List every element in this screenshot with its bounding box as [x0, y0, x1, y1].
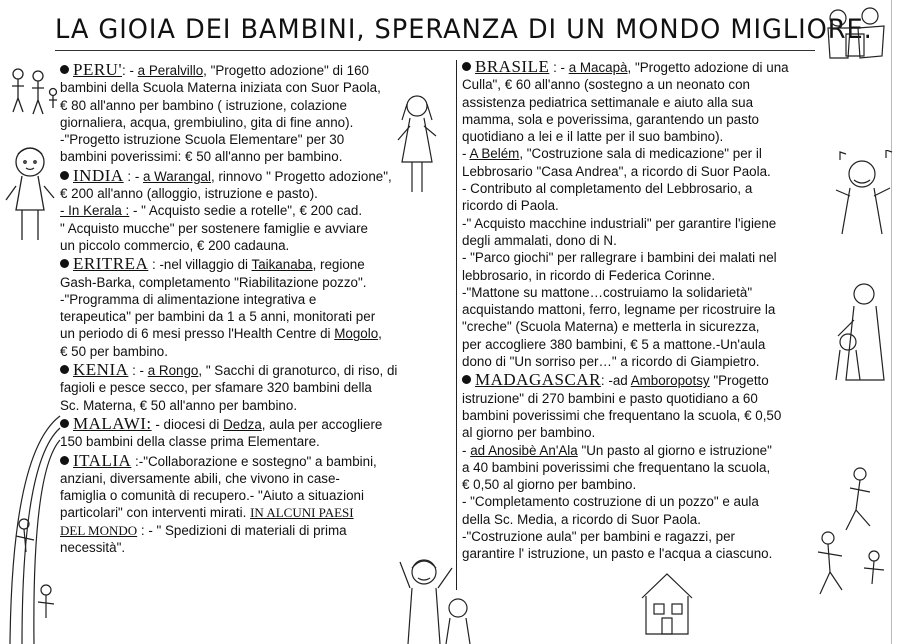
rainbow-children-doodle-icon — [2, 412, 62, 644]
bullet-icon — [60, 259, 69, 268]
section-madagascar: MADAGASCAR: -ad Amboropotsy "Progetto istruzione" di 270 bambini e pasto quotidiano a 60 bambini poverissimi che frequentano la scuola, € 0,50 al giorno per bambino. - ad Anosibè An'Ala "Un pasto al giorno e istruzione" a 40 bambini poverissimi che frequentano la scuola, € 0,50 al giorno per bambino. - "Completamento costruzione di un pozzo" e aula della Sc. Media, a ricordo di Suor Paola. -"Costruzione aula" per bambini e ragazzi, per garantire l' istruzione, un pasto e l'acqua a ciascuno. — [462, 370, 782, 562]
place-mogolo: Mogolo — [334, 326, 379, 342]
place-taikanaba: Taikanaba — [251, 257, 313, 273]
girl-doodle-icon — [392, 92, 442, 202]
place-dedza: Dedza — [223, 416, 262, 432]
section-malawi: MALAWI: - diocesi di Dedza, aula per accogliere 150 bambini della classe prima Elementare. — [60, 413, 383, 450]
bullet-icon — [462, 62, 471, 71]
singing-child-doodle-icon — [832, 150, 894, 240]
place-kerala: - In Kerala : — [60, 203, 130, 219]
right-column — [462, 59, 834, 565]
page-title: LA GIOIA DEI BAMBINI, SPERANZA DI UN MONDO MIGLIORE. — [55, 14, 873, 45]
country-malawi: MALAWI: — [73, 413, 152, 433]
bullet-icon — [60, 365, 69, 374]
country-peru: PERU' — [73, 60, 123, 79]
section-india: INDIA : - a Warangal, rinnovo " Progetto adozione", € 200 all'anno (alloggio, istruzione e pasto). - In Kerala : - " Acquisto sedie a rotelle", € 200 cad. " Acquisto mucche" per sostenere famiglie e avviare un piccolo commercio, € 200 cadauna. — [60, 165, 392, 253]
country-madagascar: MADAGASCAR — [475, 370, 601, 390]
title-underline — [55, 50, 815, 51]
heading-del-mondo: DEL MONDO — [60, 522, 138, 538]
family-doodle-icon — [4, 66, 62, 126]
section-kenia: KENIA : - a Rongo, " Sacchi di granoturco, di riso, di fagioli e pesce secco, per sfamare 320 bambini della Sc. Materna, € 50 all'anno per bambino. — [60, 360, 398, 413]
children-reading-doodle-icon — [820, 4, 890, 66]
bullet-icon — [60, 171, 69, 180]
bullet-icon — [462, 375, 471, 384]
country-italia: ITALIA — [73, 450, 132, 470]
section-eritrea: ERITREA : -nel villaggio di Taikanaba, regione Gash-Barka, completamento "Riabilitazione pozzo". -"Programma di alimentazione integrativa e terapeutica" per bambini da 1 a 5 anni, monitorati per un periodo di 6 mesi presso l'Health Centre di Mogolo, € 50 per bambino. — [60, 254, 382, 359]
place-anosibe: ad Anosibè An'Ala — [470, 442, 578, 458]
happy-children-doodle-icon — [396, 548, 476, 644]
country-eritrea: ERITREA — [73, 254, 149, 274]
section-brasile: BRASILE : - a Macapà, "Progetto adozione di una Culla", € 60 all'anno (sostegno a un neonato con assistenza pediatrica settimanale e aiuto alla sua mamma, sola e poverissima, garantendo un pasto quotidiano a lei e il latte per il suo bambino). - A Belém, "Costruzione sala di medicazione" per il Lebbrosario "Casa Andrea", a ricordo di Suor Paola. - Contributo al completamento del Lebbrosario, a ricordo di Paola. -" Acquisto macchine industriali" per garantire l'igiene degli ammalati, dono di N. - "Parco giochi" per rallegrare i bambini dei malati nel lebbrosario, in ricordo di Federica Corinne. -"Mattone su mattone…costruiamo la solidarietà" acquistando mattoni, ferro, legname per ricostruire la "creche" (Scuola Materna) e metterla in sicurezza, per accogliere 380 bambini, € 5 a mattone.-Un'aula dono di "Un sorriso per…" a ricordo di Giampietro. — [462, 57, 789, 370]
country-brasile: BRASILE — [475, 57, 550, 76]
left-column — [60, 62, 440, 558]
place-amboropotsy: Amboropotsy — [630, 373, 710, 389]
section-peru: PERU': - a Peralvillo, "Progetto adozione" di 160 bambini della Scuola Materna iniziata con Suor Paola, € 80 all'anno per bambino ( istruzione, colazione giornaliera, acqua, grembiulino, gita di fine anno). -"Progetto istruzione Scuola Elementare" per 30 bambini poverissimi: € 50 all'anno per bambino. — [60, 60, 381, 165]
heading-in-alcuni-paesi: IN ALCUNI PAESI — [250, 505, 354, 521]
mother-child-doodle-icon — [826, 280, 894, 390]
column-divider — [456, 60, 457, 590]
house-doodle-icon — [636, 568, 698, 638]
place-rongo: a Rongo — [147, 363, 199, 379]
place-macapa: a Macapà — [568, 60, 628, 75]
dancing-children-doodle-icon — [800, 460, 894, 610]
country-india: INDIA — [73, 165, 124, 185]
section-italia: ITALIA :-"Collaborazione e sostegno" a bambini, anziani, diversamente abili, che vivono in case- famiglia o comunità di recupero.- "Aiuto a situazioni particolari" con interventi mirati. IN ALCUNI PAESI DEL MONDO : - " Spedizioni di materiali di prima necessità". — [60, 450, 377, 556]
place-belem: A Belém — [469, 146, 520, 162]
place-warangal: a Warangal — [143, 168, 211, 184]
country-kenia: KENIA — [73, 360, 129, 380]
place-peralvillo: a Peralvillo — [137, 63, 204, 78]
boy-doodle-icon — [2, 140, 60, 250]
